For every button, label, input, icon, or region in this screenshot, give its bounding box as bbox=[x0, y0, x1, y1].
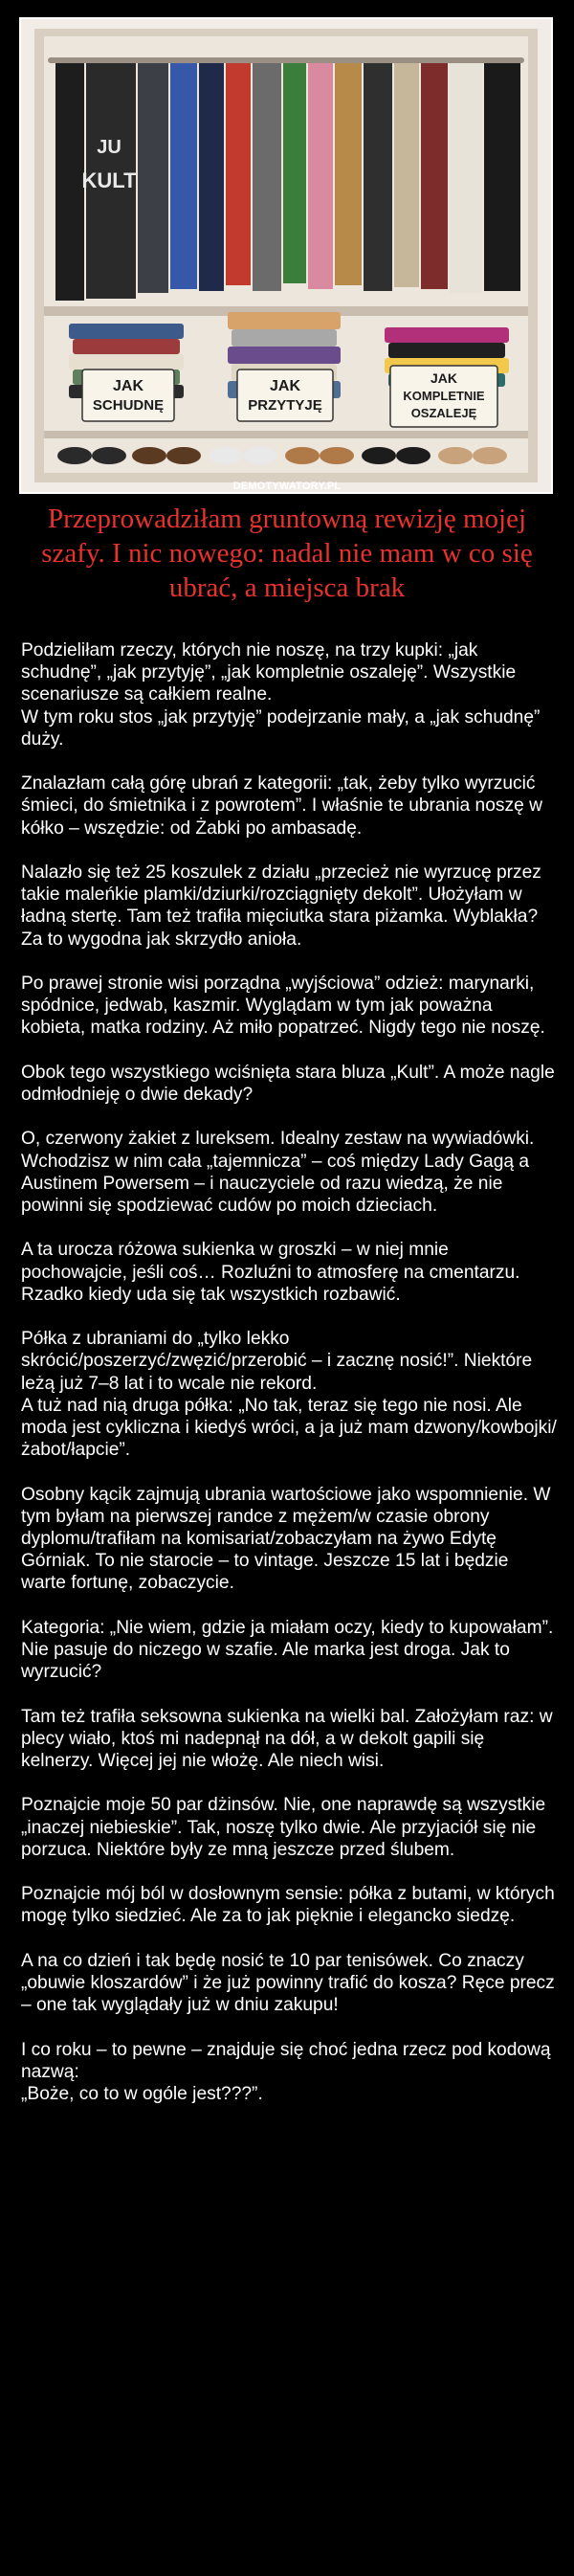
paragraph-line: Tam też trafiła seksowna sukienka na wielki bal. Założyłam raz: w plecy wiało, ktoś mi nadepnął na dół, a w dekolt gapili się kelnerzy. Więcej jej nie włożę. Ale niech wisi. bbox=[21, 1706, 553, 1771]
paragraph-line: Poznajcie mój ból w dosłownym sensie: półka z butami, w których mogę tylko siedzieć. Ale za to jak pięknie i elegancko siedzę. bbox=[21, 1884, 555, 1927]
wardrobe-illustration bbox=[19, 17, 553, 494]
paragraph-line: Podzieliłam rzeczy, których nie noszę, na trzy kupki: „jak schudnę”, „jak przytyję”, „jak kompletnie oszaleję”. Wszystkie scenariusze są całkiem realne. bbox=[21, 640, 517, 706]
label-2-line-1: JAK bbox=[269, 378, 301, 394]
label-3-line-3: OSZALEJĘ bbox=[410, 406, 477, 420]
paragraph-line: Osobny kącik zajmują ubrania wartościowe jako wspomnienie. W tym byłam na pierwszej randce z mężem/w czasie obrony dyplomu/trafiłam na komisariat/zobaczyłam na żywo Edytę Górniak. To nie starocie – to vintage. Jeszcze 15 lat i będzie warte fortunę, zobaczycie. bbox=[21, 1484, 551, 1594]
label-3-line-1: JAK bbox=[430, 370, 458, 386]
paragraph-line: „Boże, co to w ogóle jest???”. bbox=[21, 2083, 263, 2104]
label-3-line-2: KOMPLETNIE bbox=[403, 389, 485, 403]
paragraph bbox=[21, 1794, 557, 1861]
watermark: DEMOTYWATORY.PL bbox=[232, 481, 342, 492]
paragraph bbox=[21, 773, 557, 840]
paragraph bbox=[21, 2039, 557, 2106]
paragraph bbox=[21, 973, 557, 1040]
paragraph bbox=[21, 1128, 557, 1217]
paragraph bbox=[21, 862, 557, 951]
paragraph-line: O, czerwony żakiet z lureksem. Idealny zestaw na wywiadówki. Wchodzisz w nim cała „tajemnicza” – coś między Lady Gagą a Austinem Powersem – i nauczyciele od razu wiedzą, że nie powinni się spodziewać cudów po moich dzieciach. bbox=[21, 1129, 535, 1216]
paragraph-line: Znalazłam całą górę ubrań z kategorii: „tak, żeby tylko wyrzucić śmieci, do śmietnika i z powrotem”. I właśnie te ubrania noszę w kółko – wszędzie: od Żabki po ambasadę. bbox=[21, 773, 542, 839]
paragraph-line: A ta urocza różowa sukienka w groszki – w niej mnie pochowajcie, jeśli coś… Rozluźni to atmosferę na cmentarzu. Rzadko kiedy uda się tak wszystkich rozbawić. bbox=[21, 1240, 520, 1305]
paragraph-line: A tuż nad nią druga półka: „No tak, teraz się tego nie nosi. Ale moda jest cykliczna i kiedyś wróci, a ja już mam dzwony/kowbojki/żabot/łapcie”. bbox=[21, 1395, 557, 1461]
shirt-text-2: KULT bbox=[81, 168, 137, 192]
paragraph-line: Nalazło się też 25 koszulek z działu „przecież nie wyrzucę przez takie maleńkie plamki/dziurki/rozciągnięty dekolt”. Ułożyłam w ładną stertę. Tam też trafiła mięciutka stara piżamka. Wyblakła? Za to wygodna jak skrzydło anioła. bbox=[21, 862, 541, 950]
paragraph-line: I co roku – to pewne – znajduje się choć jedna rzecz pod kodową nazwą: bbox=[21, 2039, 551, 2082]
paragraph bbox=[21, 1328, 557, 1461]
paragraph bbox=[21, 1484, 557, 1595]
paragraph bbox=[21, 1706, 557, 1773]
wardrobe-svg bbox=[21, 19, 551, 492]
post-body bbox=[21, 639, 557, 2105]
paragraph bbox=[21, 639, 557, 750]
paragraph-line: Po prawej stronie wisi porządna „wyjściowa” odzież: marynarki, spódnice, jedwab, kaszmir. Wyglądam w tym jak poważna kobieta, matka rodziny. Aż miło popatrzeć. Nigdy tego nie noszę. bbox=[21, 974, 545, 1039]
shirt-text-1: JU bbox=[97, 137, 121, 158]
paragraph bbox=[21, 1883, 557, 1927]
post-title: Przeprowadziłam gruntowną rewizję mojej szafy. I nic nowego: nadal nie mam w co się ubrać, a miejsca brak bbox=[41, 504, 533, 603]
label-2-line-2: PRZYTYJĘ bbox=[248, 397, 322, 414]
paragraph-line: W tym roku stos „jak przytyję” podejrzanie mały, a „jak schudnę” duży. bbox=[21, 706, 541, 750]
label-1-line-2: SCHUDNĘ bbox=[92, 397, 165, 414]
paragraph bbox=[21, 1239, 557, 1306]
paragraph-line: Kategoria: „Nie wiem, gdzie ja miałam oczy, kiedy to kupowałam”. Nie pasuje do niczego w szafie. Ale marka jest droga. Jak to wyrzucić? bbox=[21, 1617, 554, 1683]
paragraph-line: Półka z ubraniami do „tylko lekko skrócić/poszerzyć/zwęzić/przerobić – i zacznę nosić!”. Niektóre leżą już 7–8 lat i to wcale nie rekord. bbox=[21, 1329, 533, 1394]
paragraph bbox=[21, 1950, 557, 2017]
label-1-line-1: JAK bbox=[112, 378, 144, 394]
paragraph-line: Obok tego wszystkiego wciśnięta stara bluza „Kult”. A może nagle odmłodnieję o dwie dekady? bbox=[21, 1062, 555, 1105]
paragraph-line: Poznajcie moje 50 par dżinsów. Nie, one naprawdę są wszystkie „inaczej niebieskie”. Tak, noszę tylko dwie. Ale przyjaciół się nie porzuca. Niektóre były ze mną jeszcze przed ślubem. bbox=[21, 1795, 546, 1860]
paragraph bbox=[21, 1062, 557, 1106]
paragraph-line: A na co dzień i tak będę nosić te 10 par tenisówek. Co znaczy „obuwie kloszardów” i że już powinny trafić do kosza? Ręce precz – one tak wyglądały już w dniu zakupu! bbox=[21, 1950, 555, 2016]
paragraph bbox=[21, 1617, 557, 1684]
